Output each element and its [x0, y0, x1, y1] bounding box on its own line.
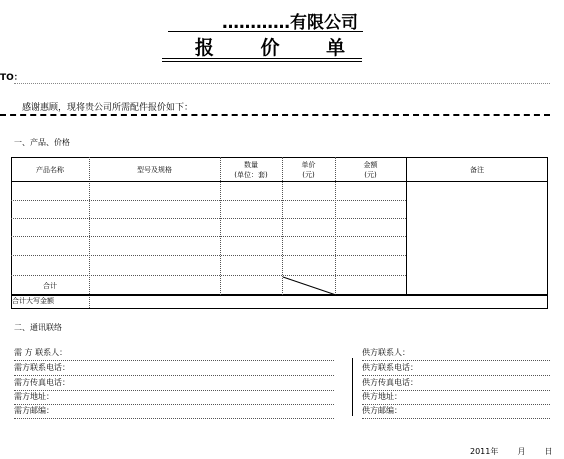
- section-products-label: 一、产品、价格: [14, 138, 70, 147]
- to-label: TO：: [0, 73, 23, 83]
- seller-address: 供方地址：: [362, 390, 550, 405]
- col-header-remarks: 备注: [470, 166, 484, 174]
- title-rule-bottom: [162, 58, 362, 59]
- col-header-quantity-label: 数量: [244, 161, 258, 169]
- thanks-text: 感谢惠顾，现将贵公司所需配件报价如下：: [22, 103, 194, 113]
- document-title: 报 价 单: [194, 37, 366, 59]
- capital-row-bottom: [11, 308, 548, 309]
- seller-contact-person: 供方联系人：: [362, 346, 550, 361]
- seller-fax: 供方传真电话：: [362, 376, 550, 391]
- title-rule-top: [168, 31, 363, 32]
- row-line: [11, 218, 406, 219]
- capital-row-right: [547, 295, 548, 308]
- date-line: [470, 446, 553, 457]
- col-header-quantity: [220, 160, 282, 180]
- date-day: 日: [544, 447, 553, 456]
- intro-divider: [0, 114, 550, 116]
- row-line: [11, 200, 406, 201]
- seller-phone: 供方联系电话：: [362, 361, 550, 376]
- col-header-amount-unit: (元): [364, 171, 377, 179]
- col-header-amount-label: 金额: [363, 161, 378, 169]
- date-year: 2011年: [470, 447, 499, 456]
- col-header-unit-price-label: 单价: [301, 161, 316, 169]
- col-header-amount: [335, 160, 406, 180]
- title-rule-bottom-2: [162, 61, 362, 62]
- section-contact-label: 二、通讯联络: [14, 323, 62, 332]
- col-header-product-name: 产品名称: [36, 166, 64, 174]
- buyer-phone: 需方联系电话：: [14, 361, 334, 376]
- buyer-address: 需方地址：: [14, 390, 334, 405]
- capital-total-label: 合计大写金额: [12, 297, 54, 305]
- buyer-postcode: 需方邮编：: [14, 404, 334, 419]
- buyer-contact-person: 需 方 联系人：: [14, 346, 334, 361]
- capital-row-top: [11, 295, 548, 296]
- row-line: [11, 255, 406, 256]
- total-slash-line: [282, 275, 338, 297]
- total-label: 合计: [43, 282, 57, 290]
- row-line: [11, 236, 406, 237]
- col-header-unit-price-unit: (元): [302, 171, 315, 179]
- seller-postcode: 供方邮编：: [362, 404, 550, 419]
- buyer-fax: 需方传真电话：: [14, 376, 334, 391]
- col-header-unit-price: [282, 160, 335, 180]
- date-month: 月: [517, 447, 526, 456]
- col-divider-5: [406, 157, 407, 295]
- row-line: [11, 275, 406, 276]
- price-table: [11, 157, 548, 308]
- company-name: …………有限公司: [222, 13, 358, 33]
- to-underline: [14, 83, 550, 84]
- col-header-model-spec: 型号及规格: [137, 166, 172, 174]
- contact-divider: [352, 358, 353, 416]
- header-row-line: [11, 181, 548, 182]
- col-header-quantity-unit: (单位：套): [234, 171, 268, 179]
- col-divider-1: [89, 157, 90, 308]
